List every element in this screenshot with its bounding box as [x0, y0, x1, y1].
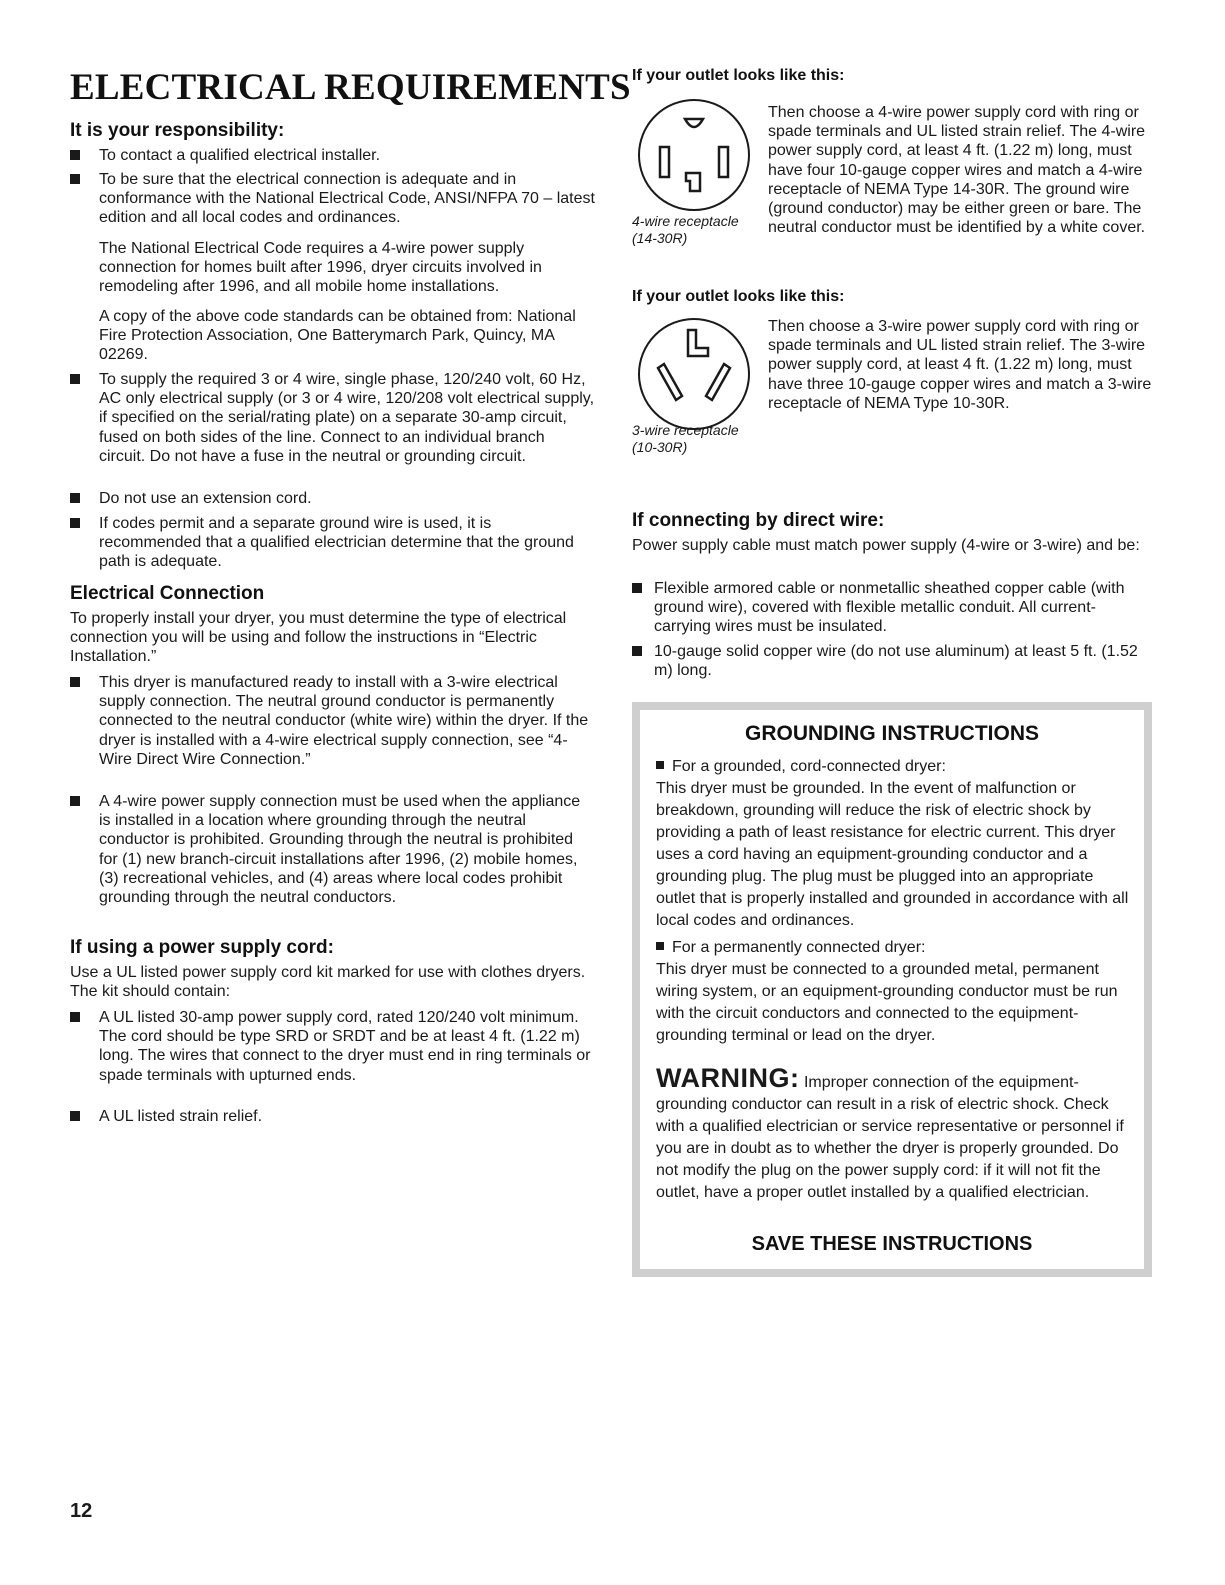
bullet-text: If codes permit and a separate ground wire is used, it is recommended that a qualified electrician determine that the ground path is adequate.: [99, 515, 574, 571]
caption-line: (10-30R): [632, 439, 688, 455]
list-item: [70, 370, 595, 466]
outlet-3wire-heading: If your outlet looks like this:: [632, 288, 845, 305]
bullet-square-icon: [70, 150, 80, 160]
bullet-text: A UL listed 30-amp power supply cord, rated 120/240 volt minimum. The cord should be type SRD or SRDT and be at least 4 ft. (1.22 m) long. The wires that connect to the dryer must end in ring terminals or spade terminals with upturned ends.: [99, 1009, 591, 1084]
bullet-text: To supply the required 3 or 4 wire, single phase, 120/240 volt, 60 Hz, AC only electrical supply (or 3 or 4 wire, 120/208 volt electrical supply, if specified on the serial/rating plate) on a separate 30-amp circuit, fused on both sides of the line. Connect to an individual branch circuit. Do not have a fuse in the neutral or grounding circuit.: [99, 371, 595, 465]
bullet-text: To contact a qualified electrical installer.: [99, 147, 381, 164]
list-item: [70, 1008, 595, 1085]
outlet-4wire-heading: If your outlet looks like this:: [632, 67, 845, 84]
grounding-para-permanent: This dryer must be connected to a grounded metal, permanent wiring system, or an equipment-grounding conductor must be run with the circuit conductors and connected to the equipment-grounding terminal or lead on the dryer.: [656, 961, 1118, 1044]
list-item: [70, 489, 595, 508]
list-item: [70, 514, 595, 572]
bullet-square-icon: [70, 1111, 80, 1121]
bullet-square-icon: [632, 583, 642, 593]
bullet-text: 10-gauge solid copper wire (do not use aluminum) at least 5 ft. (1.52 m) long.: [654, 643, 1138, 680]
grounding-box-inner: [640, 710, 1144, 1269]
grounding-title: GROUNDING INSTRUCTIONS: [745, 722, 1039, 745]
warning-text: Improper connection of the equipment-grounding conductor can result in a risk of electric shock. Check with a qualified electrician or service representative or personnel if you are in doubt as to whether the dryer is properly grounded. Do not modify the plug on the power supply cord: if it will not fit the outlet, have a proper outlet installed by a qualified electrician.: [656, 1074, 1124, 1201]
caption-line: 3-wire receptacle: [632, 422, 739, 438]
bullet-text: A UL listed strain relief.: [99, 1108, 263, 1125]
nfpa-paragraph: A copy of the above code standards can be obtained from: National Fire Protection Association, One Batterymarch Park, Quincy, MA 02269.: [99, 308, 576, 364]
list-item: [70, 1107, 595, 1126]
electrical-connection-intro: To properly install your dryer, you must determine the type of electrical connection you will be using and follow the instructions in “Electric Installation.”: [70, 610, 567, 666]
power-cord-heading: If using a power supply cord:: [70, 937, 334, 958]
nec-paragraph: The National Electrical Code requires a 4-wire power supply connection for homes built after 1996, dryer circuits involved in remodeling after 1996, and all mobile home installations.: [99, 240, 542, 296]
list-item: [70, 146, 595, 165]
bullet-text: This dryer is manufactured ready to install with a 3-wire electrical supply connection. The neutral ground conductor is permanently connected to the neutral conductor (white wire) within the dryer. If the dryer is installed with a 4-wire electrical supply connection, see “4-Wire Direct Wire Connection.”: [99, 674, 589, 768]
outlet-3wire-text: Then choose a 3-wire power supply cord with ring or spade terminals and UL listed strain relief. The 3-wire power supply cord, at least 4 ft. (1.22 m) long, must have three 10-gauge copper wires and match a 3-wire receptacle of NEMA Type 10-30R.: [768, 318, 1152, 412]
3-wire-receptacle-icon: [636, 316, 752, 432]
power-cord-intro: Use a UL listed power supply cord kit marked for use with clothes dryers. The kit should contain:: [70, 964, 586, 1001]
direct-wire-intro: Power supply cable must match power supply (4-wire or 3-wire) and be:: [632, 537, 1140, 554]
electrical-connection-heading: Electrical Connection: [70, 583, 265, 604]
bullet-text: Do not use an extension cord.: [99, 490, 312, 507]
page-number: 12: [70, 1500, 93, 1522]
bullet-square-icon: [70, 677, 80, 687]
receptacle-caption: [632, 213, 739, 247]
bullet-text: To be sure that the electrical connection is adequate and in conformance with the National Electrical Code, ANSI/NFPA 70 – latest edition and all local codes and ordinances.: [99, 171, 595, 227]
bullet-square-icon: [632, 646, 642, 656]
bullet-square-icon: [70, 518, 80, 528]
grounding-instructions-box: [632, 702, 1152, 1277]
responsibility-heading: It is your responsibility:: [70, 120, 285, 141]
caption-line: 4-wire receptacle: [632, 213, 739, 229]
save-instructions-footer: SAVE THESE INSTRUCTIONS: [751, 1233, 1033, 1255]
grounding-bullet: [656, 937, 1134, 959]
grounding-para-corded: This dryer must be grounded. In the event of malfunction or breakdown, grounding will reduce the risk of electric shock by providing a path of least resistance for electric current. This dryer uses a cord having an equipment-grounding conductor and a grounding plug. The plug must be plugged into an appropriate outlet that is properly installed and grounded in accordance with all local codes and ordinances.: [656, 780, 1129, 929]
bullet-square-icon: [656, 761, 664, 769]
receptacle-caption: [632, 422, 739, 456]
bullet-square-icon: [70, 374, 80, 384]
grounding-bullet: [656, 756, 1134, 778]
bullet-square-icon: [70, 493, 80, 503]
caption-line: (14-30R): [632, 230, 688, 246]
list-item: [70, 792, 595, 907]
list-item: [70, 673, 595, 769]
list-item: [632, 642, 1152, 680]
warning-block: [656, 1063, 1134, 1204]
bullet-text: A 4-wire power supply connection must be used when the appliance is installed in a location where grounding through the neutral conductor is prohibited. Grounding through the neutral is prohibited for (1) new branch-circuit installations after 1996, (2) mobile homes, (3) recreational vehicles, and (4) areas where local codes prohibit grounding through the neutral conductors.: [99, 793, 581, 907]
bullet-text: For a grounded, cord-connected dryer:: [672, 758, 946, 775]
bullet-square-icon: [70, 1012, 80, 1022]
4-wire-receptacle-icon: [636, 97, 752, 213]
page-title: ELECTRICAL REQUIREMENTS: [70, 67, 631, 108]
direct-wire-heading: If connecting by direct wire:: [632, 510, 885, 531]
bullet-square-icon: [656, 942, 664, 950]
bullet-text: For a permanently connected dryer:: [672, 939, 926, 956]
warning-label: WARNING:: [656, 1063, 800, 1093]
list-item: [70, 170, 595, 228]
list-item: [632, 579, 1152, 637]
bullet-square-icon: [70, 174, 80, 184]
bullet-square-icon: [70, 796, 80, 806]
bullet-text: Flexible armored cable or nonmetallic sheathed copper cable (with ground wire), covered with flexible metallic conduit. All current-carrying wires must be insulated.: [654, 580, 1125, 636]
outlet-4wire-text: Then choose a 4-wire power supply cord with ring or spade terminals and UL listed strain relief. The 4-wire power supply cord, at least 4 ft. (1.22 m) long, must have four 10-gauge copper wires and match a 4-wire receptacle of NEMA Type 14-30R. The ground wire (ground conductor) may be either green or bare. The neutral conductor must be identified by a white cover.: [768, 104, 1146, 237]
